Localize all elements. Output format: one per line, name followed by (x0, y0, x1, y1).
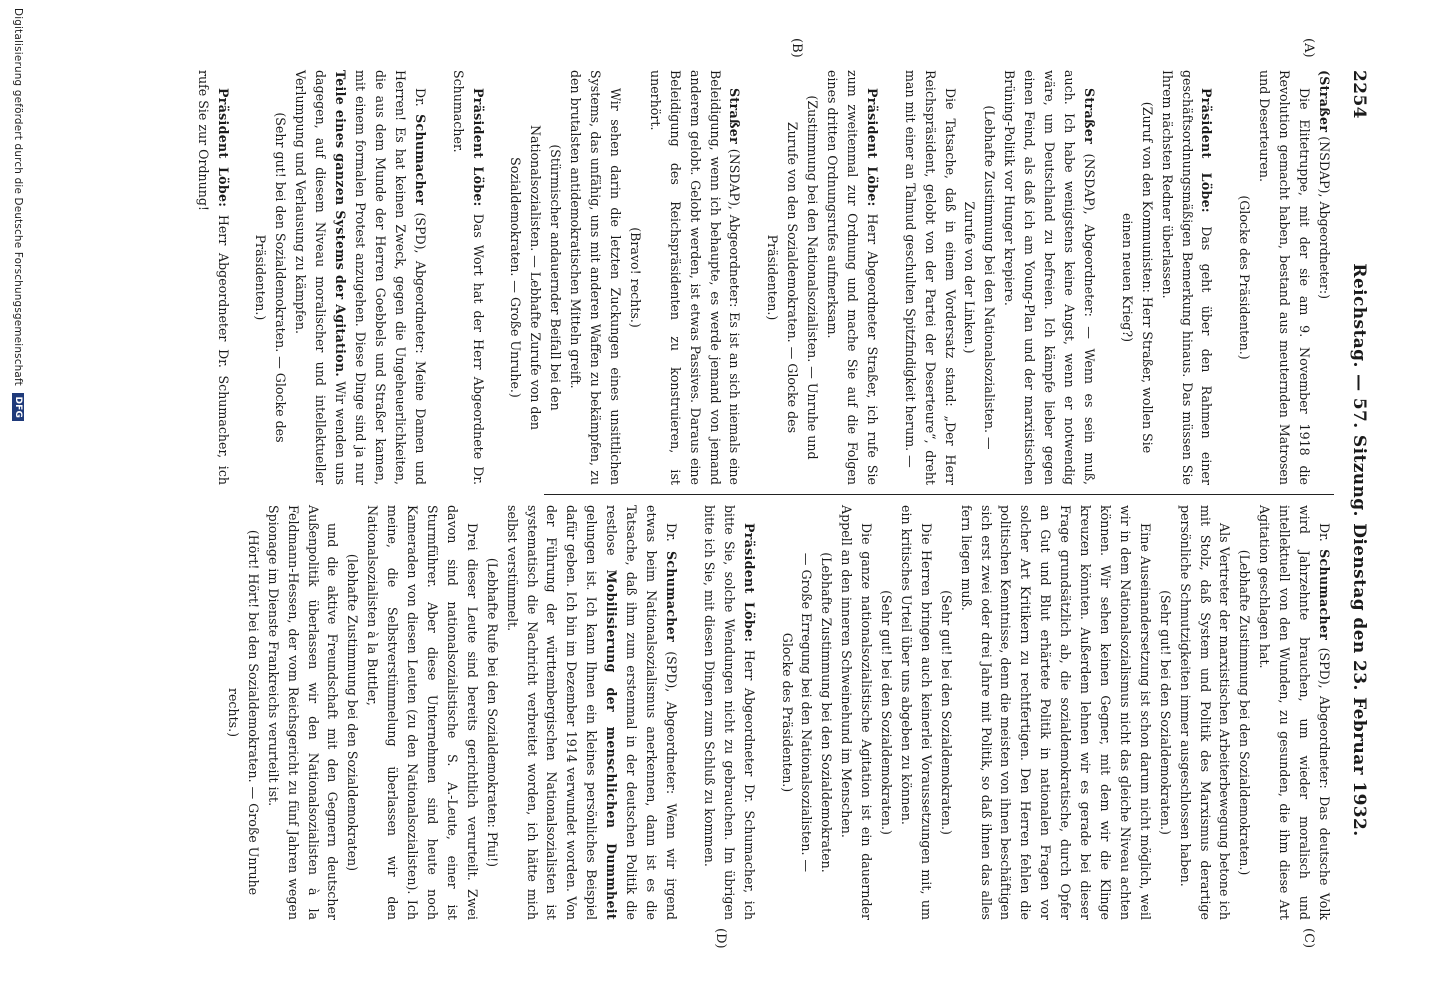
stage-direction: (lebhafte Zustimmung bei den Sozialdemokraten) (345, 553, 361, 872)
speaker-name: Präsident Löbe: (470, 88, 486, 207)
stage-direction: (Lebhafte Zustimmung bei den Nationalsozialisten. — Zurufe von der Linken.) (962, 105, 998, 450)
speech-text: Dr. (412, 88, 428, 115)
speech-text: Wir wenden uns dagegen, auf diesem Niveau moralischer und intellektueller Verlumpung und Verlausung zu kämpfen. (293, 70, 349, 485)
speech-text: Herr Abgeordneter Dr. Schumacher, ich rufe Sie zur Ordnung! (195, 70, 231, 485)
speaker-name: Straßer (727, 88, 743, 145)
digitization-footer (12, 0, 24, 1000)
stage-direction: (Lebhafte Rufe bei den Sozialdemokraten: Pfui!) (484, 557, 500, 868)
page-title: Reichstag. — 57. Sitzung. Dienstag den 23. Februar 1932. (1349, 263, 1369, 837)
stage-direction: (Sehr gut! bei den Sozialdemokraten. — Glocke des Präsidenten.) (253, 112, 289, 443)
paragraph: Die Elitetruppe, mit der sie am 9. November 1918 die Revolution gemacht haben, bestand aus meuternden Matrosen und Deserteuren. (1257, 70, 1313, 485)
speaker-name: Schumacher (412, 114, 428, 206)
paragraph (1314, 70, 1334, 485)
speaker-name: Straßer (1081, 88, 1097, 145)
column-divider (544, 494, 1334, 495)
speech-text: Das geht über den Rahmen einer geschäftsordnungsmäßigen Bemerkung hinaus. Das müssen Sie Ihrem nächsten Redner überlassen. (1159, 70, 1215, 485)
speaker-name: Schumacher (663, 550, 679, 643)
paragraph: Die ganze nationalsozialistische Agitation ist ein dauernder Appell an den inneren Schweinehund im Menschen. (839, 505, 875, 920)
footer-text: Digitalisierung gefördert durch die Deutsche Forschungsgemeinschaft (12, 8, 24, 386)
speech-text: (SPD), Abgeordneter: Wenn wir irgend etwas beim Nationalsozialismus anerkennen, dann ist es die Tatsache, daß ihm zum erstenmal in der deutschen Politik die restlose (604, 505, 679, 920)
page-number: 2254 (1349, 70, 1369, 119)
paragraph: Die Herren bringen auch keinerlei Voraussetzungen mit, um ein kritisches Urteil über uns abgeben zu können. (898, 505, 934, 920)
speech-text: (NSDAP), Abgeordneter: Es ist an sich niemals eine Beleidigung, wenn ich behaupte, es werde jemand von jemand anderem gelobt. Gelobt werden, ist etwas Passives. Daraus eine Beleidigung des Reichspräsidenten zu konstruieren, ist unerhört. (647, 70, 743, 485)
speech-text: Dr. (663, 523, 679, 551)
stage-direction: (Bravo! rechts.) (627, 227, 643, 328)
speech-text: (NSDAP), Abgeordneter: — Wenn es sein muß, auch. Ich habe wenigstens keine Angst, wenn er notwendig wäre, um Deutschland zu befreien. Ich kämpfe lieber gegen einen Feind, als daß ich am Young-Plan und der marxistischen Brüning-Politik vor Hunger krepiere. (1002, 70, 1097, 485)
speech-text: Dr. (1317, 523, 1332, 550)
stage-direction: (Stürmischer andauernder Beifall bei den Nationalsozialisten. — Lebhafte Zurufe von den Sozialdemokraten. — Große Unruhe.) (508, 124, 564, 431)
speaker-name: Schumacher (1317, 549, 1332, 641)
margin-letter-c: (C) (1301, 928, 1316, 949)
paragraph (193, 70, 233, 485)
paragraph (290, 70, 429, 485)
speech-text: Herr Abgeordneter Dr. Schumacher, ich bitte Sie, solche Wendungen nicht zu gebrauchen. Im übrigen bitte ich Sie, mit diesen Dingen zum Schluß zu kommen. (701, 505, 757, 920)
stage-direction: (Zuruf von den Kommunisten: Herr Straßer, wollen Sie einen neuen Krieg?) (1119, 101, 1155, 454)
margin-letter-d: (D) (713, 928, 728, 949)
paragraph: Als Vertreter der marxistischen Arbeiterbewegung betone ich mit Stolz, daß System und Politik des Marxismus derartige persönliche Schmutzigkeiten immer ausgeschlossen haben. (1177, 505, 1233, 920)
paragraph: und die aktive Freundschaft mit den Gegnern deutscher Außenpolitik überlassen wir den Nationalsozialisten à la Feldmann-Hessen, der vom Reichsgericht zu fünf Jahren wegen Spionage im Dienste Frankreichs verurteilt ist. (265, 505, 341, 920)
speech-text: Herr Abgeordneter Straßer, ich rufe Sie zum zweitenmal zur Ordnung und mache Sie auf die Folgen eines dritten Ordnungsrufes aufmerksam. (825, 70, 880, 485)
paragraph: Wir sehen darin die letzten Zuckungen eines unsittlichen Systems, das unfähig, uns mit anderen Waffen zu bekämpfen, zu den brutalsten antidemokratischen Mitteln greift. (568, 70, 623, 485)
stage-direction: (Sehr gut! bei den Sozialdemokraten.) (1157, 590, 1173, 835)
paragraph (1157, 70, 1217, 485)
speech-text: (SPD), Abgeordneter: Das deutsche Volk wird Jahrzehnte brauchen, um wieder moralisch und intellektuell von den Wunden, zu gesunden, die ihm diese Art Agitation geschlagen hat. (1257, 505, 1332, 920)
speaker-name: Präsident Löbe: (215, 88, 231, 208)
stage-direction: (Lebhafte Zustimmung bei den Sozialdemokraten. — Große Erregung bei den Nationalsozialisten. — Glocke des Präsidenten.) (779, 552, 835, 873)
stage-direction: (Zustimmung bei den Nationalsozialisten. — Unruhe und Zurufe von den Sozialdemokraten. — Glocke des Präsidenten.) (765, 95, 821, 460)
speaker-name: Präsident Löbe: (741, 523, 757, 643)
speech-text: gelungen ist. Ich kann Ihnen ein kleines persönliches Beispiel dafür geben. Ich bin im Dezember 1914 verwundet worden. Von der Führung der württembergischen Nationalsozialisten ist systematisch die Nachricht verbreitet worden, ich hätte mich selbst verstümmelt. (504, 505, 600, 920)
paragraph (699, 505, 759, 920)
paragraph: Drei dieser Leute sind bereits gerichtlich verurteilt. Zwei davon sind nationalsozialistische S. A.-Leute, einer ist Sturmführer. Aber diese Unternehmen sind heute noch Kameraden von diesen Leuten (zu den Nationalsozialisten). Ich meine, die Selbstverstümmelung überlassen wir den Nationalsozialisten à la Buttler, (365, 505, 480, 920)
stage-direction: (Sehr gut! bei den Sozialdemokraten.) (938, 590, 954, 835)
page-header (1339, 70, 1379, 920)
speaker-name: (Straßer (1317, 70, 1332, 133)
speech-text: Das Wort hat der Herr Abgeordnete Dr. Schumacher. (450, 70, 486, 485)
paragraph (448, 70, 488, 485)
dfg-logo-icon: DFG (12, 393, 24, 421)
paragraph (1254, 505, 1334, 920)
speaker-name: Präsident Löbe: (1199, 88, 1215, 213)
stage-direction: (Glocke des Präsidenten.) (1237, 195, 1253, 360)
paragraph (502, 505, 681, 920)
left-column (195, 70, 1334, 485)
emphasized-text: Mobilisierung der menschlichen Dummheit (604, 569, 620, 920)
stage-direction: (Hört! Hört! bei den Sozialdemokraten. — Große Unruhe rechts.) (225, 529, 261, 896)
emphasized-text: Teile eines ganzen Systems der Agitation. (333, 70, 349, 378)
stage-direction: (Lebhafte Zustimmung bei den Sozialdemokraten.) (1237, 549, 1253, 876)
paragraph: Eine Auseinandersetzung ist schon darum nicht möglich, weil wir in dem Nationalsozialismus nicht das gleiche Niveau achten können. Wir sehen keinen Gegner, mit dem wir die Klinge kreuzen könnten. Außerdem lehnen wir es gerade bei dieser Frage grundsätzlich ab, die sozialdemokratische, durch Opfer an Gut und Blut erhärtete Politik in nationalen Fragen vor solcher Art Kritikern zu rechtfertigen. Den Herren fehlen die politischen Kenntnisse, denn die meisten von ihnen beschäftigen sich erst zwei oder drei Jahre mit Politik, so daß ihnen das alles fern liegen muß. (958, 505, 1153, 920)
paragraph (999, 70, 1099, 485)
speaker-name: Präsident Löbe: (864, 88, 880, 207)
speech-text: (NSDAP), Abgeordneter:) (1317, 132, 1332, 300)
margin-letter-b: (B) (789, 38, 804, 58)
paragraph (822, 70, 882, 485)
right-column (225, 505, 1334, 920)
paragraph (645, 70, 745, 485)
paragraph: Die Tatsache, daß in einem Vordersatz stand: „Der Herr Reichspräsident, gelobt von der Partei der Deserteure“, dreht man mit einer an Talmud geschulten Spitzfindigkeit herum. — (902, 70, 958, 485)
speech-text: (SPD), Abgeordneter: Meine Damen und Herren! Es hat keinen Zweck, gegen die Ungeheuerlichkeiten, die aus dem Munde der Herren Goebbels und Straßer kamen, mit einem formalen Protest anzugehen. Diese Dinge sind ja nur (353, 70, 428, 485)
margin-letter-a: (A) (1301, 38, 1316, 58)
stage-direction: (Sehr gut! bei den Sozialdemokraten.) (879, 590, 895, 835)
